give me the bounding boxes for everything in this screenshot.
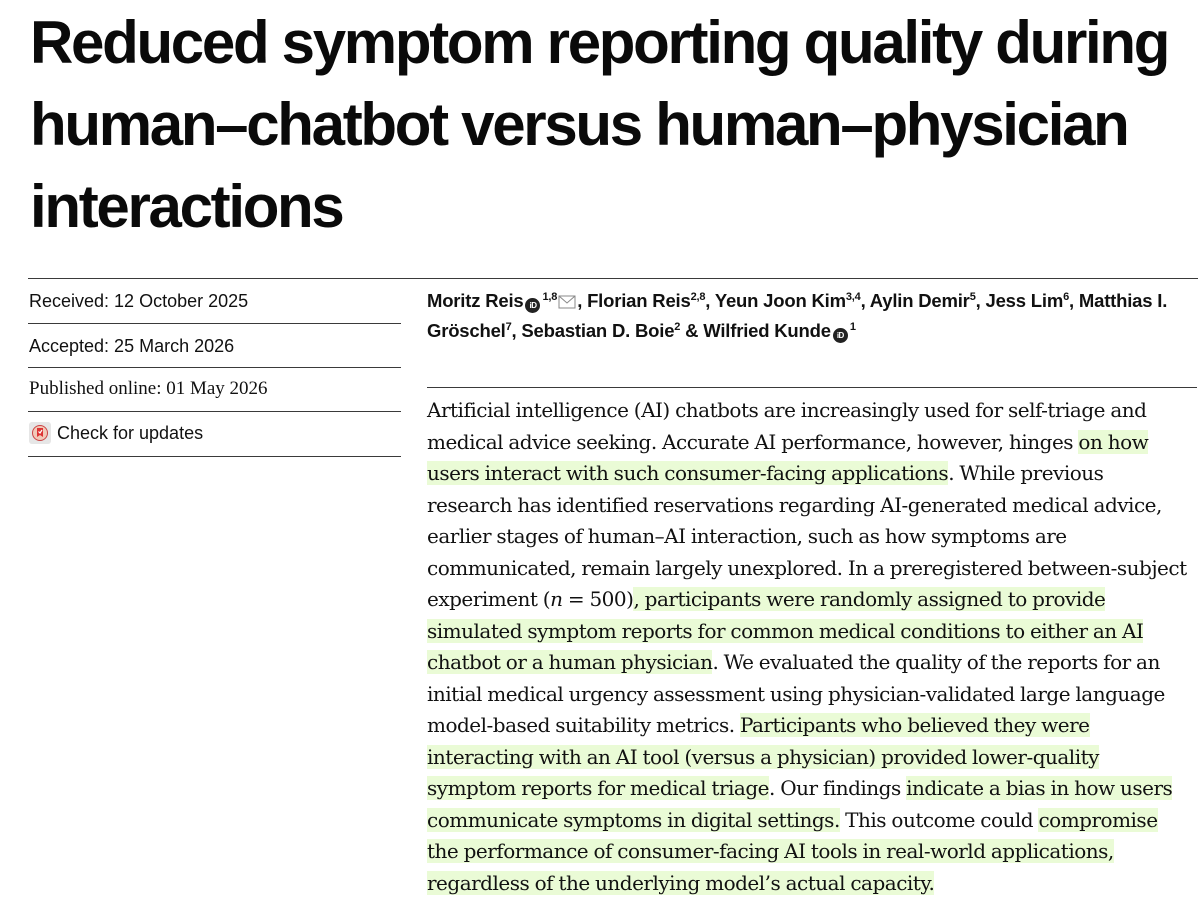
author-name[interactable]: Jess Lim xyxy=(985,290,1064,311)
author-separator: & xyxy=(680,320,704,341)
accepted-date: Accepted: 25 March 2026 xyxy=(29,336,235,356)
author-separator: , xyxy=(577,290,588,311)
author-list xyxy=(427,286,1187,346)
envelope-icon[interactable] xyxy=(558,295,576,309)
author-separator: , xyxy=(975,290,986,311)
affiliation-marker: 3,4 xyxy=(845,291,861,303)
abstract-highlight: indicate a bias in how users communicate symptoms in digital settings. xyxy=(427,776,1173,832)
abstract-variable: n xyxy=(550,587,563,611)
received-date: Received: 12 October 2025 xyxy=(29,291,249,311)
author-separator: , xyxy=(511,320,522,341)
abstract-text: This outcome could xyxy=(839,807,1039,832)
abstract-text: . While previous research has identified reservations regarding AI-generated medical advice, earlier stages of human–AI interaction, such as how symptoms are communicated, remain largely unexplored. In a preregistered between-subject experiment ( xyxy=(427,461,1187,611)
author-name[interactable]: Yeun Joon Kim xyxy=(714,290,846,311)
abstract-text: Artificial intelligence (AI) chatbots are increasingly used for self-triage and medical advice seeking. Accurate AI performance, however, hinges xyxy=(427,398,1147,454)
abstract-text: = 500) xyxy=(562,587,634,611)
divider xyxy=(427,387,1197,388)
divider xyxy=(28,411,401,412)
divider xyxy=(28,323,401,324)
author-name[interactable]: Moritz Reis xyxy=(427,290,524,311)
author[interactable] xyxy=(587,290,705,311)
check-for-updates-label: Check for updates xyxy=(57,422,204,443)
abstract-text: . We evaluated the quality of the reports for an initial medical urgency assessment using physician-validated large language model-based suitability metrics. xyxy=(427,650,1165,737)
published-date: Published online: 01 May 2026 xyxy=(29,378,268,399)
abstract-highlight: compromise the performance of consumer-facing AI tools in real-world applications, regardless of the underlying model’s actual capacity. xyxy=(427,807,1158,895)
author[interactable] xyxy=(703,320,855,341)
author-name[interactable]: Aylin Demir xyxy=(869,290,970,311)
affiliation-marker: 2,8 xyxy=(690,291,706,303)
author-name[interactable]: Florian Reis xyxy=(587,290,691,311)
divider xyxy=(28,456,401,457)
author-name[interactable]: Wilfried Kunde xyxy=(703,320,831,341)
author-separator: , xyxy=(860,290,870,311)
abstract xyxy=(427,395,1192,899)
author-separator: , xyxy=(1069,290,1079,311)
affiliation-marker: 6 xyxy=(1063,291,1070,303)
author[interactable] xyxy=(986,290,1070,311)
author-name[interactable]: Sebastian D. Boie xyxy=(521,320,675,341)
check-for-updates-link[interactable] xyxy=(29,422,203,444)
affiliation-marker: 2 xyxy=(674,321,681,333)
affiliation-marker: 1 xyxy=(849,321,856,333)
abstract-text: . Our findings xyxy=(769,776,907,800)
author[interactable] xyxy=(715,290,861,311)
affiliation-marker: 5 xyxy=(969,291,976,303)
abstract-highlight: , participants were randomly assigned to provide simulated symptom reports for common medical conditions to either an AI chatbot or a human physician xyxy=(427,587,1144,674)
divider xyxy=(28,367,401,368)
author[interactable] xyxy=(427,290,577,311)
orcid-icon[interactable]: iD xyxy=(833,328,848,343)
author[interactable] xyxy=(521,320,680,341)
crossmark-icon xyxy=(29,422,51,444)
abstract-highlight: Participants who believed they were interacting with an AI tool (versus a physician) provided lower-quality symptom reports for medical triage xyxy=(427,713,1099,800)
divider xyxy=(28,278,1198,279)
author-name[interactable]: Matthias I. Gröschel xyxy=(427,290,1168,341)
article-title: Reduced symptom reporting quality during human–chatbot versus human–physician interactions xyxy=(30,9,1169,240)
affiliation-marker: 1,8 xyxy=(542,291,558,303)
abstract-highlight: on how users interact with such consumer-facing applications xyxy=(427,429,1149,485)
affiliation-marker: 7 xyxy=(505,321,512,333)
author[interactable] xyxy=(870,290,976,311)
author-separator: , xyxy=(705,290,715,311)
orcid-icon[interactable]: iD xyxy=(525,298,540,313)
